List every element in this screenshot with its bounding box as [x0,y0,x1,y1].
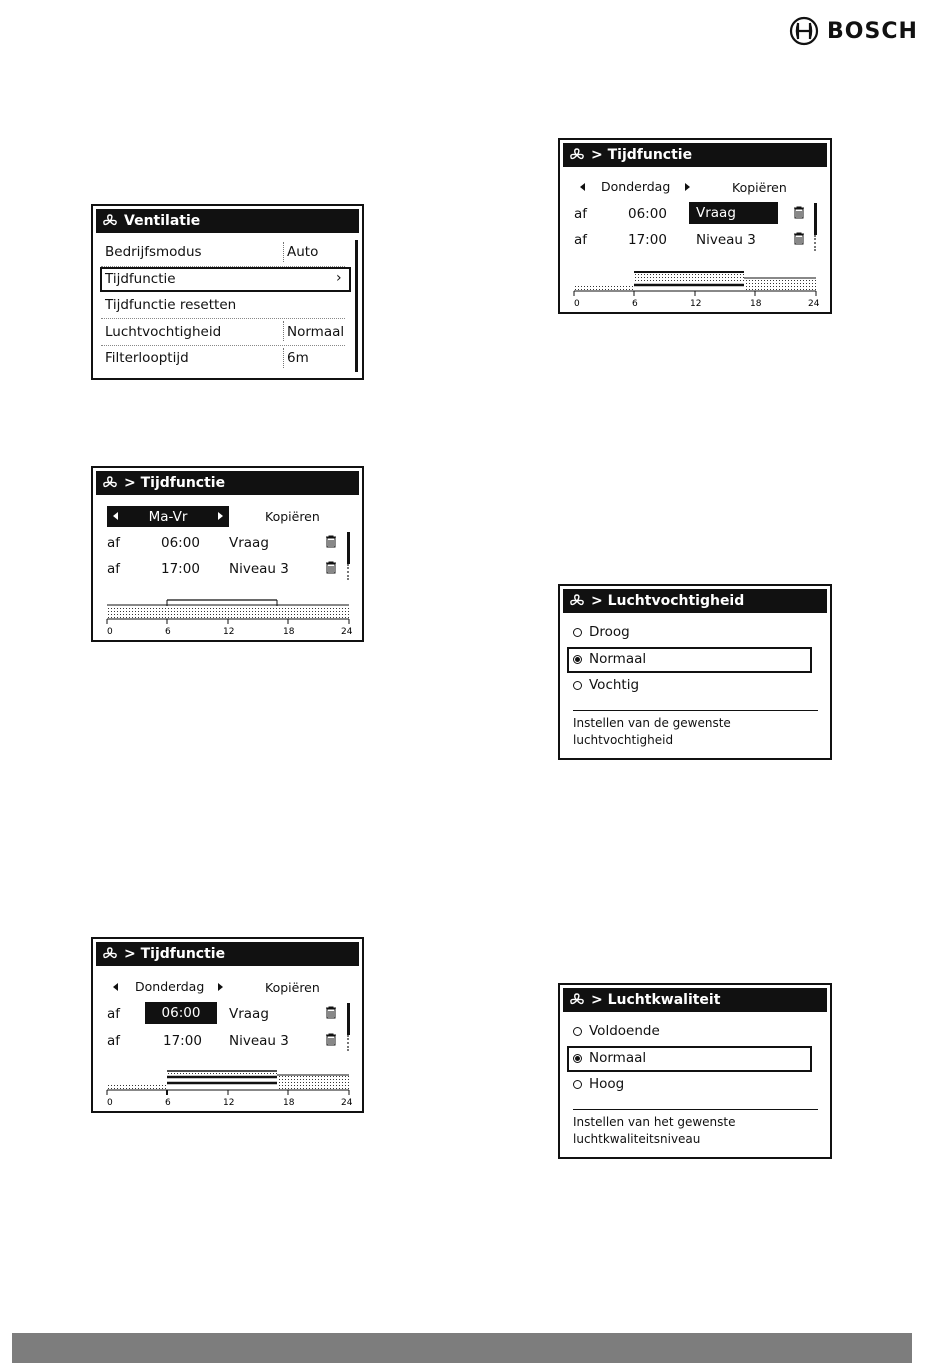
axis-tick-label: 24 [808,299,820,309]
fan-icon [569,593,585,609]
axis-tick-label: 6 [632,299,638,309]
screen-title-bar [96,209,359,233]
axis-tick-label: 12 [690,299,702,309]
switch-time[interactable]: 17:00 [628,232,667,248]
bosch-armature-icon [789,16,819,46]
screen-title: > Luchtvochtigheid [591,593,745,609]
option-label[interactable]: Vochtig [589,677,640,693]
option-label[interactable]: Normaal [589,1050,647,1066]
option-label[interactable]: Voldoende [589,1023,660,1039]
switch-time-selected[interactable]: 06:00 [145,1002,217,1024]
footer-bar [12,1333,912,1363]
option-label[interactable]: Hoog [589,1076,625,1092]
help-text-line: Instellen van het gewenste [573,1115,736,1129]
axis-tick-label: 24 [341,627,353,637]
switch-mode[interactable]: Vraag [229,1006,269,1022]
axis-tick-label: 0 [107,627,113,637]
scrollbar[interactable] [347,1003,350,1035]
menu-item-value: Normaal [287,324,345,340]
screen-title: > Tijdfunctie [124,475,226,491]
fan-icon [102,946,118,962]
option-label[interactable]: Normaal [589,651,647,667]
trash-icon[interactable] [325,1006,337,1019]
time-profile-chart [105,596,353,640]
screen-title: > Tijdfunctie [591,147,693,163]
chevron-right-icon: › [336,270,342,286]
switch-mode[interactable]: Vraag [229,535,269,551]
screen-title: > Tijdfunctie [124,946,226,962]
radio-hoog[interactable] [573,1080,582,1089]
screen-tijdfunctie-donderdag-modus [558,138,832,314]
switch-state: af [107,535,121,551]
screen-title-bar [96,942,359,966]
screen-title-bar [96,471,359,495]
option-label[interactable]: Droog [589,624,630,640]
scrollbar[interactable] [355,240,358,372]
day-selector[interactable] [107,506,229,527]
copy-button[interactable]: Kopiëren [265,980,320,995]
screen-ventilatie [91,204,364,380]
switch-mode[interactable]: Niveau 3 [696,232,756,248]
trash-icon[interactable] [325,561,337,574]
radio-voldoende[interactable] [573,1027,582,1036]
time-profile-chart [105,1067,353,1111]
switch-state: af [107,1033,121,1049]
fan-icon [102,213,118,229]
switch-time[interactable]: 17:00 [163,1033,202,1049]
radio-normaal[interactable] [573,655,582,664]
switch-time[interactable]: 06:00 [161,535,200,551]
menu-item-filterlooptijd[interactable]: Filterlooptijd [105,350,189,366]
brand-name: BOSCH [827,18,918,44]
screen-tijdfunctie-ma-vr [91,466,364,642]
fan-icon [102,475,118,491]
day-label: Ma-Vr [148,508,188,525]
screen-title: Ventilatie [124,213,201,229]
arrow-left-icon[interactable] [113,983,118,991]
menu-item-value: Auto [287,244,319,260]
scrollbar[interactable] [347,532,350,564]
screen-title-bar [563,589,827,613]
axis-tick-label: 24 [341,1098,353,1108]
axis-tick-label: 6 [165,1098,171,1108]
switch-time[interactable]: 06:00 [628,206,667,222]
menu-item-tijdfunctie-resetten[interactable]: Tijdfunctie resetten [105,297,237,313]
switch-state: af [574,206,588,222]
menu-item-luchtvochtigheid[interactable]: Luchtvochtigheid [105,324,222,340]
switch-state: af [574,232,588,248]
screen-title-bar [563,988,827,1012]
screen-title: > Luchtkwaliteit [591,992,721,1008]
axis-tick-label: 0 [107,1098,113,1108]
switch-mode-selected[interactable]: Vraag [689,202,778,224]
fan-icon [569,992,585,1008]
axis-tick-label: 12 [223,627,235,637]
fan-icon [569,147,585,163]
arrow-right-icon[interactable] [685,183,690,191]
radio-normaal[interactable] [573,1054,582,1063]
arrow-left-icon[interactable] [580,183,585,191]
trash-icon[interactable] [325,535,337,548]
axis-tick-label: 6 [165,627,171,637]
trash-icon[interactable] [793,206,805,219]
copy-button[interactable]: Kopiëren [732,180,787,195]
axis-tick-label: 18 [283,1098,295,1108]
help-text-line: luchtkwaliteitsniveau [573,1132,701,1146]
screen-luchtkwaliteit [558,983,832,1159]
menu-item-bedrijfsmodus[interactable]: Bedrijfsmodus [105,244,202,260]
day-label[interactable]: Donderdag [601,179,671,194]
axis-tick-label: 18 [283,627,295,637]
screen-luchtvochtigheid [558,584,832,760]
switch-state: af [107,1006,121,1022]
switch-state: af [107,561,121,577]
trash-icon[interactable] [325,1033,337,1046]
switch-mode[interactable]: Niveau 3 [229,1033,289,1049]
arrow-right-icon[interactable] [218,512,223,520]
menu-item-value: 6m [287,350,309,366]
axis-tick-label: 18 [750,299,762,309]
screen-tijdfunctie-donderdag-tijd [91,937,364,1113]
arrow-left-icon[interactable] [113,512,118,520]
time-profile-chart [572,268,820,312]
help-text-line: luchtvochtigheid [573,733,674,747]
bosch-logo [789,14,918,48]
radio-droog[interactable] [573,628,582,637]
axis-tick-label: 12 [223,1098,235,1108]
arrow-right-icon[interactable] [218,983,223,991]
switch-time[interactable]: 17:00 [161,561,200,577]
trash-icon[interactable] [793,232,805,245]
help-text-line: Instellen van de gewenste [573,716,731,730]
axis-tick-label: 0 [574,299,580,309]
copy-button[interactable]: Kopiëren [265,509,320,524]
scrollbar[interactable] [814,203,817,235]
screen-title-bar [563,143,827,167]
menu-item-label: Tijdfunctie [105,271,176,287]
day-label[interactable]: Donderdag [135,979,205,994]
radio-vochtig[interactable] [573,681,582,690]
switch-mode[interactable]: Niveau 3 [229,561,289,577]
